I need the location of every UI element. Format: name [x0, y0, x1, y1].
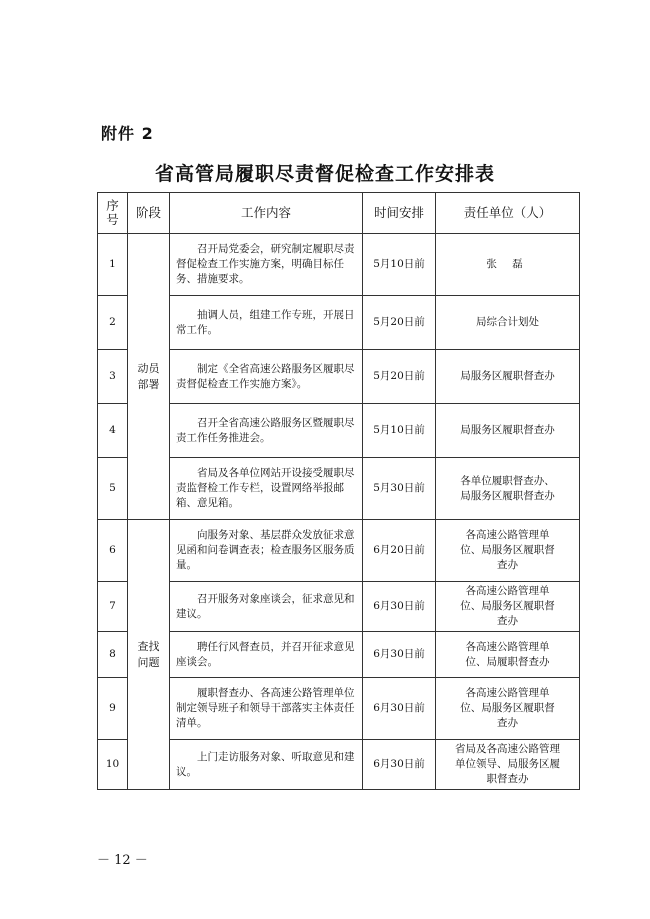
row-content: 召开局党委会，研究制定履职尽责督促检查工作实施方案，明确目标任务、措施要求。	[170, 234, 363, 296]
row-time: 5月20日前	[363, 350, 436, 404]
table-row	[98, 296, 580, 350]
row-content: 抽调人员，组建工作专班，开展日常工作。	[170, 296, 363, 350]
row-time: 6月30日前	[363, 632, 436, 678]
row-content: 聘任行风督查员，并召开征求意见座谈会。	[170, 632, 363, 678]
table-row	[98, 404, 580, 458]
row-time: 6月20日前	[363, 520, 436, 582]
table-row	[98, 350, 580, 404]
row-content: 向服务对象、基层群众发放征求意见函和问卷调查表；检查服务区服务质量。	[170, 520, 363, 582]
row-time: 5月30日前	[363, 458, 436, 520]
page-title: 省高管局履职尽责督促检查工作安排表	[154, 163, 495, 185]
row-unit: 各高速公路管理单位、局服务区履职督查办	[436, 582, 580, 632]
row-time: 5月10日前	[363, 404, 436, 458]
row-unit: 局综合计划处	[436, 296, 580, 350]
row-number: 2	[98, 296, 128, 350]
row-time: 5月10日前	[363, 234, 436, 296]
row-unit: 各高速公路管理单位、局服务区履职督查办	[436, 520, 580, 582]
row-content: 制定《全省高速公路服务区履职尽责督促检查工作实施方案》。	[170, 350, 363, 404]
row-number: 5	[98, 458, 128, 520]
table-row	[98, 740, 580, 790]
header-content: 工作内容	[170, 193, 363, 234]
header-stage: 阶段	[128, 193, 170, 234]
row-unit: 各单位履职督查办、局服务区履职督查办	[436, 458, 580, 520]
row-number: 3	[98, 350, 128, 404]
table-row	[98, 458, 580, 520]
row-number: 9	[98, 678, 128, 740]
row-number: 10	[98, 740, 128, 790]
row-unit: 张 磊	[436, 234, 580, 296]
row-number: 8	[98, 632, 128, 678]
row-content: 履职督查办、各高速公路管理单位制定领导班子和领导干部落实主体责任清单。	[170, 678, 363, 740]
row-number: 1	[98, 234, 128, 296]
table-row	[98, 234, 580, 296]
row-content: 省局及各单位网站开设接受履职尽责监督检工作专栏，设置网络举报邮箱、意见箱。	[170, 458, 363, 520]
row-unit: 各高速公路管理单位、局履职督查办	[436, 632, 580, 678]
row-unit: 各高速公路管理单位、局服务区履职督查办	[436, 678, 580, 740]
schedule-table	[97, 192, 580, 790]
header-seq: 序号	[98, 193, 128, 234]
row-number: 4	[98, 404, 128, 458]
stage-cell: 动员部署	[128, 234, 170, 520]
row-time: 6月30日前	[363, 678, 436, 740]
row-unit: 局服务区履职督查办	[436, 404, 580, 458]
table-row	[98, 678, 580, 740]
table-row	[98, 520, 580, 582]
row-content: 召开全省高速公路服务区暨履职尽责工作任务推进会。	[170, 404, 363, 458]
row-unit: 省局及各高速公路管理单位领导、局服务区履职督查办	[436, 740, 580, 790]
row-time: 6月30日前	[363, 582, 436, 632]
attachment-label: 附件 2	[101, 124, 154, 143]
row-time: 6月30日前	[363, 740, 436, 790]
header-time: 时间安排	[363, 193, 436, 234]
row-content: 召开服务对象座谈会，征求意见和建议。	[170, 582, 363, 632]
row-number: 6	[98, 520, 128, 582]
row-content: 上门走访服务对象、听取意见和建议。	[170, 740, 363, 790]
table-header-row	[98, 193, 580, 234]
row-unit: 局服务区履职督查办	[436, 350, 580, 404]
table-row	[98, 582, 580, 632]
table-row	[98, 632, 580, 678]
row-number: 7	[98, 582, 128, 632]
header-unit: 责任单位（人）	[436, 193, 580, 234]
stage-cell: 查找问题	[128, 520, 170, 790]
page-number: － 12 －	[97, 853, 148, 868]
row-time: 5月20日前	[363, 296, 436, 350]
